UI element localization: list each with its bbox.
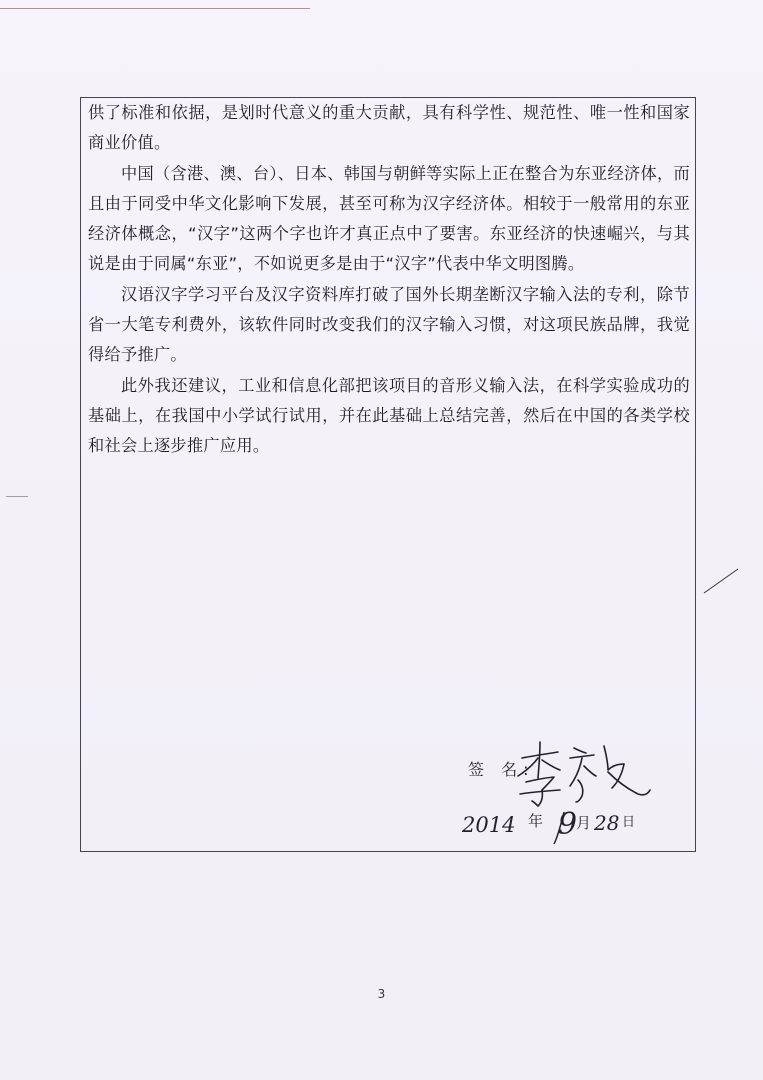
date-year: 2014 [462, 813, 516, 837]
date-day: 28 [594, 811, 620, 835]
signature-label: 签 名: [468, 760, 535, 779]
date-day-char: 日 [622, 815, 636, 830]
paragraph-4: 此外我还建议，工业和信息化部把该项目的音形义输入法，在科学实验成功的基础上，在我国中小学试行试用，并在此基础上总结完善，然后在中国的各类学校和社会上逐步推广应用。 [88, 375, 690, 456]
paragraph-3: 汉语汉字学习平台及汉字资料库打破了国外长期垄断汉字输入法的专利，除节省一大笔专利费外，该软件同时改变我们的汉字输入习惯，对这项民族品牌，我觉得给予推广。 [88, 284, 690, 365]
date-year-char: 年 [528, 812, 544, 830]
paragraph-2: 中国（含港、澳、台）、日本、韩国与朝鲜等实际上正在整合为东亚经济体，而且由于同受中华文化影响下发展，甚至可称为汉字经济体。相较于一般常用的东亚经济体概念，“汉字”这两个字也许才真正点中了要害。东亚经济的快速崛兴，与其说是由于同属“东亚”，不如说更多是由于“汉字”代表中华文明图腾。 [88, 163, 690, 274]
scan-dash-left [6, 496, 28, 497]
date-month: 9 [558, 807, 578, 842]
handwritten-signature [512, 736, 652, 808]
scan-edge-line-top [0, 8, 310, 9]
scan-stroke-right [702, 565, 742, 595]
handwritten-date [462, 800, 662, 848]
date-month-char: 月 [576, 814, 592, 832]
page-number: 3 [377, 987, 386, 1001]
paragraph-1: 供了标准和依据，是划时代意义的重大贡献，具有科学性、规范性、唯一性和国家商业价值。 [88, 103, 690, 153]
letter-body [88, 98, 690, 462]
